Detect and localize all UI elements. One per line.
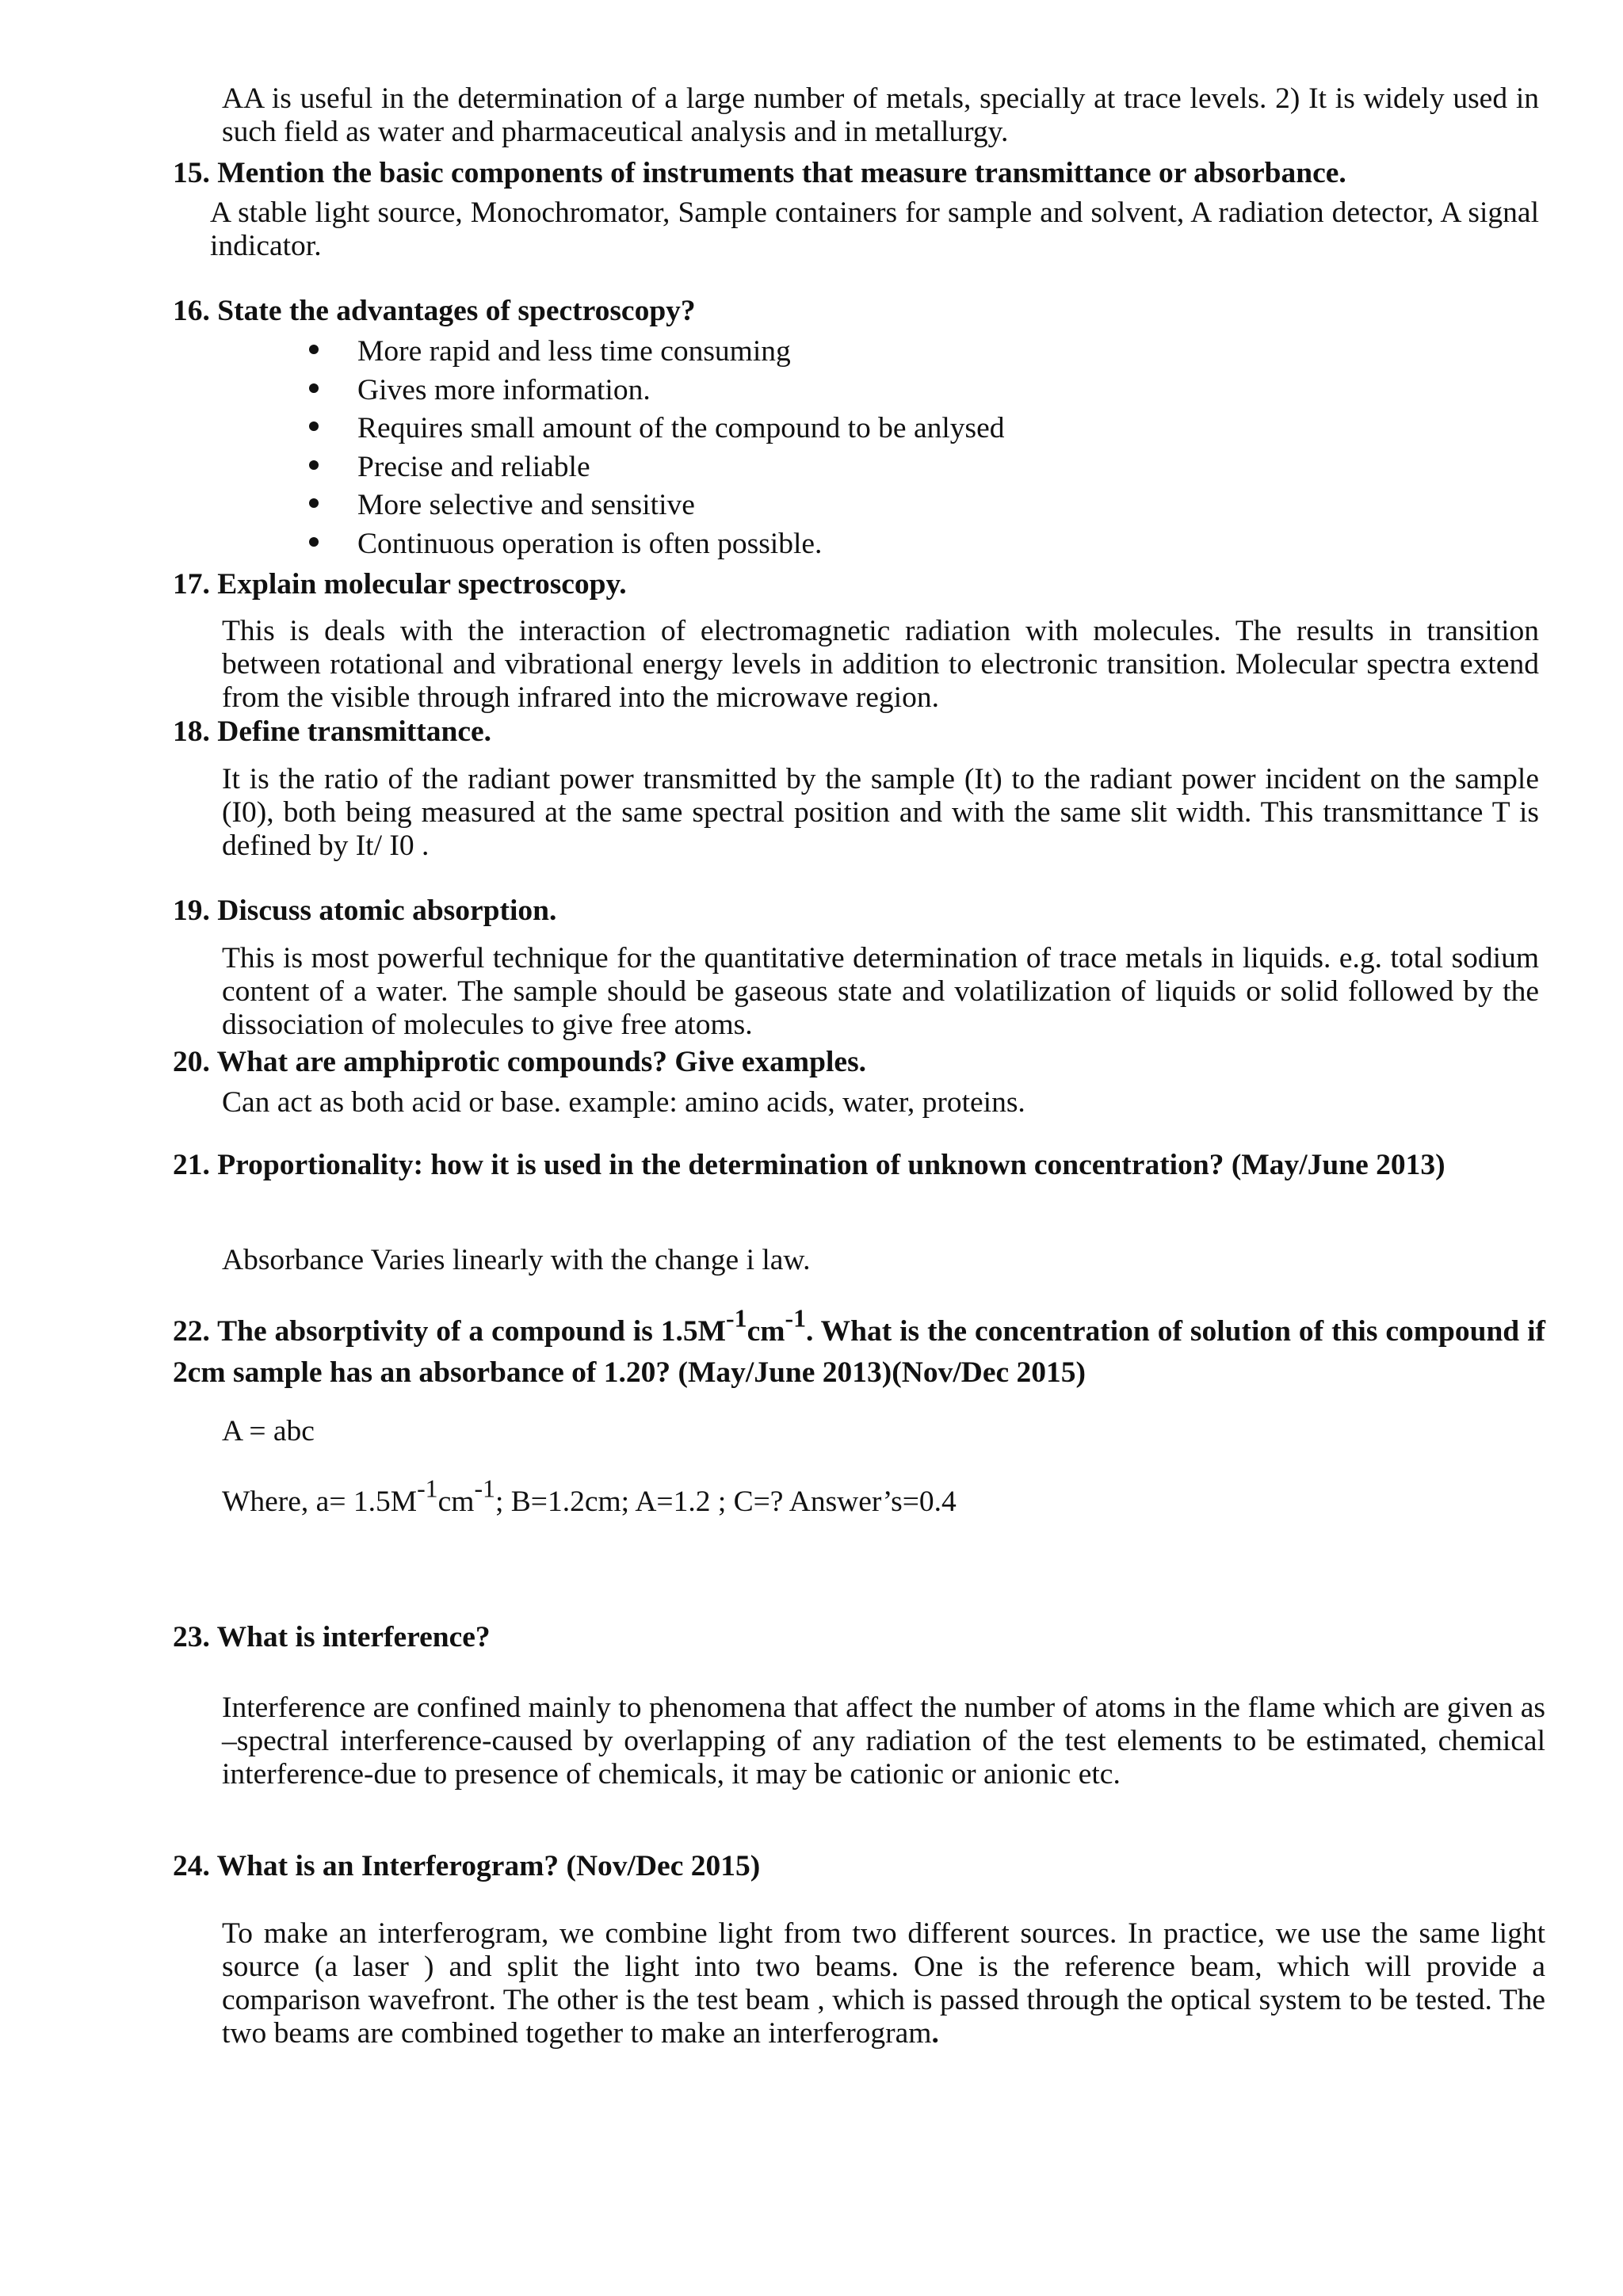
question-17: 17. Explain molecular spectroscopy. [173,568,627,601]
question-16: 16. State the advantages of spectroscopy? [173,295,696,327]
question-20-number: 20 [173,1046,203,1078]
answer-18: It is the ratio of the radiant power transmitted by the sample (It) to the radiant power incident on the sample (I0), both being measured at the same spectral position and with the same slit width. This transmittance T is defined by It/ I0 . [222,763,1539,862]
answer-21: Absorbance Varies linearly with the change i law. [222,1244,811,1276]
question-20 [173,1046,866,1079]
intro-paragraph: AA is useful in the determination of a large number of metals, specially at trace levels. 2) It is widely used in such field as water and pharmaceutical analysis and in metallurgy. [222,82,1539,148]
answer-23: Interference are confined mainly to phenomena that affect the number of atoms in the flame which are given as –spectral interference-caused by overlapping of any radiation of the test elements to be estimated, chemical interference-due to presence of chemicals, it may be cationic or anionic etc. [222,1691,1545,1791]
bullet-icon [309,537,319,547]
list-item: Precise and reliable [301,448,1005,487]
list-item: Gives more information. [301,372,1005,410]
question-23-text: . What is interference? [202,1621,491,1653]
list-item: Continuous operation is often possible. [301,525,1005,564]
question-24: 24. What is an Interferogram? (Nov/Dec 2015) [173,1850,761,1882]
bullet-icon [309,498,319,508]
question-20-text: . What are amphiprotic compounds? Give examples. [202,1046,867,1078]
question-19: 19. Discuss atomic absorption. [173,894,557,927]
list-item: More selective and sensitive [301,486,1005,525]
bullet-icon [309,383,319,393]
advantages-list [301,333,1005,563]
answer-15: A stable light source, Monochromator, Sample containers for sample and solvent, A radiation detector, A signal indicator. [210,196,1539,262]
question-23 [173,1621,491,1654]
answer-24: To make an interferogram, we combine light from two different sources. In practice, we use the same light source (a laser ) and split the light into two beams. One is the reference beam, which will provide a comparison wavefront. The other is the test beam , which is passed through the optical system to be tested. The two beams are combined together to make an interferogram. [222,1917,1545,2050]
answer-17: This is deals with the interaction of electromagnetic radiation with molecules. The results in transition between rotational and vibrational energy levels in addition to electronic transition. Molecular spectra extend from the visible through infrared into the microwave region. [222,615,1539,714]
bullet-icon [309,421,319,431]
answer-19: This is most powerful technique for the quantitative determination of trace metals in liquids. e.g. total sodium content of a water. The sample should be gaseous state and volatilization of liquids or solid followed by the dissociation of molecules to give free atoms. [222,942,1539,1041]
formula-where: Where, $a= 1.5M^{-1}cm^{-1}$; B=1.2cm; A=1.2 ; C=? Answer’s=0.4 [222,1474,957,1518]
list-item: More rapid and less time consuming [301,333,1005,372]
question-18: 18. Define transmittance. [173,715,491,748]
answer-20: Can act as both acid or base. example: amino acids, water, proteins. [222,1086,1025,1119]
question-15: 15. Mention the basic components of instruments that measure transmittance or absorbance. [173,157,1346,189]
question-21: 21. Proportionality: how it is used in the determination of unknown concentration? (May/June 2013) [173,1149,1445,1181]
bullet-icon [309,345,319,354]
bullet-icon [309,460,319,470]
formula: A = abc [222,1415,315,1447]
question-23-number: 23 [173,1621,203,1653]
list-item: Requires small amount of the compound to be anlysed [301,410,1005,448]
question-22: 22. The absorptivity of a compound is $1.5M^{-1}cm^{-1}$. What is the concentration of solution of this compound if 2cm sample has an absorbance of 1.20? (May/June 2013)(Nov/Dec 2015) [173,1304,1545,1389]
